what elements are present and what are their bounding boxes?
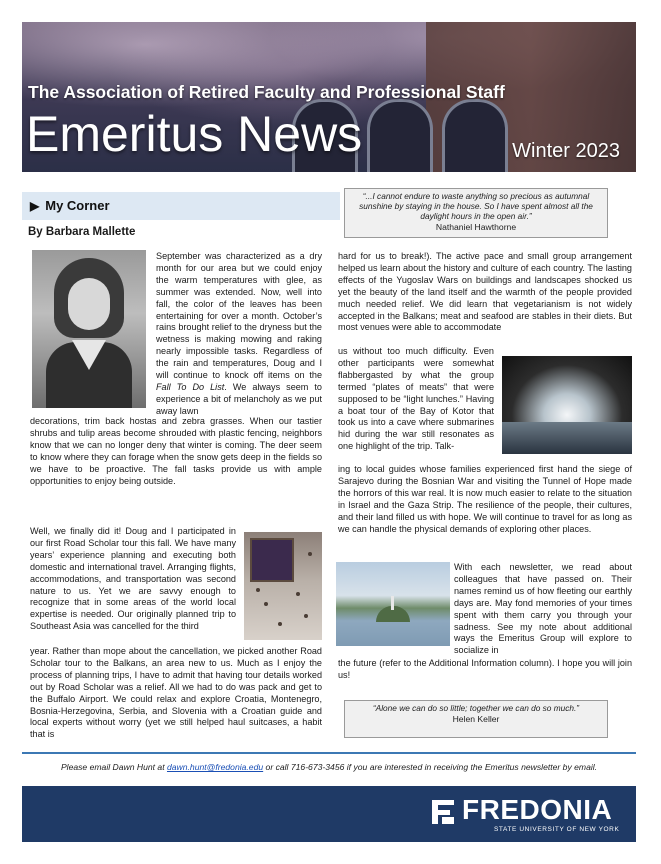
bullet-hole — [278, 622, 282, 626]
quote-box-top — [344, 188, 608, 238]
footer-note-text: Please email Dawn Hunt at — [60, 762, 167, 772]
submarine-cave-photo — [502, 356, 632, 454]
lake-bled-photo — [336, 562, 450, 646]
banner-arch — [442, 99, 508, 172]
footer-note-text: or call 716-673-3456 if you are interested in receiving the Emeritus newsletter by email. — [263, 762, 598, 772]
portrait-face — [68, 278, 110, 330]
bullet-hole — [308, 552, 312, 556]
quote-author: Helen Keller — [452, 714, 500, 724]
bullet-hole — [256, 588, 260, 592]
island-church — [391, 596, 394, 610]
section-heading-label: My Corner — [45, 198, 110, 213]
association-name: The Association of Retired Faculty and Professional Staff — [28, 82, 505, 102]
article-paragraph: us without too much difficulty. Even other participants were somewhat flabbergasted by what the group termed “plates of meats” that were supposed to be “light lunches.” Having a boat tour of the Bay of Kotor that took us into a cave where submarines hid during the war still resonates as one highlight of the trip. Talk- — [338, 346, 494, 452]
quote-text: “Alone we can do so little; together we can do so much.” — [372, 703, 580, 713]
quote-text: “...I cannot endure to waste anything so precious as autumnal sunshine by staying in the house. So I have spent almost all the daylight hours in the open air.” — [359, 191, 593, 221]
banner-arch — [367, 99, 433, 172]
masthead-banner — [22, 22, 636, 172]
article-text: September was characterized as a dry month for our area but we could enjoy the warm temperatures with glee, as summer was extended. Now, well into fall, the color of the leaves has been entertaining for over a month. October’s rains brought relief to the dryness but the wetness is making mowing and raking nearly impossible tasks. Regardless of the rain and temperatures, Doug and I will continue to knock off items on the — [156, 251, 322, 381]
footer-note — [22, 762, 636, 772]
bullet-hole — [296, 592, 300, 596]
article-paragraph — [156, 251, 322, 418]
fredonia-logo-text: FREDONIA — [462, 794, 613, 825]
article-paragraph: the future (refer to the Additional Information column). I hope you will join us! — [338, 658, 632, 680]
byline: By Barbara Mallette — [28, 226, 136, 238]
footer-divider — [22, 752, 636, 754]
quote-author: Nathaniel Hawthorne — [435, 222, 517, 232]
bullet-hole — [264, 602, 268, 606]
article-paragraph: year. Rather than mope about the cancellation, we picked another Road Scholar tour to the Balkans, an area new to us. Much as I enjoy the process of planning trips, I have to admit that having tour details worked out by Road Scholar was a relief. All we had to do was pack and get to the Buffalo Airport. We could relax and explore Croatia, Montenegro, Bosnia-Herzegovina, Serbia, and Slovenia with a Croatian guide and local experts without worry (yet we still helped haul suitcases, a habit that is — [30, 646, 322, 740]
author-portrait-photo — [32, 250, 146, 408]
article-paragraph: ing to local guides whose families experienced first hand the siege of Sarajevo during the Bosnian War and visiting the Tunnel of Hope made the horrors of this war real. It is now much easier to relate to the situation in Israel and the Gaza Strip. The resilience of the people, their cultures, and their land filled us with hope. We will continue to travel for as long as we can handle the physical demands of exploring other places. — [338, 464, 632, 534]
article-paragraph: hard for us to break!). The active pace and small group arrangement helped us learn about the history and culture of each country. The lasting effects of the Yugoslav Wars on buildings and landscapes shocked us yet the beauty of the land itself and the warmth of the people provided much needed relief. We did learn that vegetarianism is not widely accepted in the Balkans; meat and seafood are stables in their diets. But most venues were able to accommodate — [338, 251, 632, 333]
fall-to-do-list: Fall To Do List — [156, 381, 225, 392]
article-paragraph: Well, we finally did it! Doug and I participated in our first Road Scholar tour this fall. We have many years’ experience planning and executing both domestic and international travel. Arranging flights, accommodations, and transportation was second nature to us. Yet we are savvy enough to recognize that in some areas of the world local expertise is needed. Our originally planned trip to Southeast Asia was cancelled for the third — [30, 526, 236, 632]
article-text: . We always seem to experience a bit of melancholy as we put away lawn — [156, 381, 322, 416]
newsletter-title: Emeritus News — [26, 106, 363, 162]
email-link[interactable]: dawn.hunt@fredonia.edu — [166, 762, 264, 772]
article-paragraph: decorations, trim back hostas and zebra grasses. When our tastier shrubs and tulip areas become shrouded with plastic fencing, neighbors know that we can no longer deny that winter is coming. The deer seem to know where they can forage when the snow gets deep in the fields so we have to be proactive. The fall tasks provide us with ample opportunities to enjoy being outside. — [30, 416, 322, 486]
fredonia-logo-icon — [430, 798, 456, 826]
issue-date: Winter 2023 — [512, 140, 620, 162]
quote-box-bottom — [344, 700, 608, 738]
wall-window — [250, 538, 294, 582]
triangle-right-icon: ▶ — [30, 199, 40, 213]
war-damaged-wall-photo — [244, 532, 322, 640]
cave-water — [502, 422, 632, 454]
section-heading — [22, 192, 340, 220]
fredonia-footer-bar — [22, 786, 636, 842]
bullet-hole — [304, 614, 308, 618]
article-paragraph: With each newsletter, we read about colleagues that have passed on. Their names remind us of how fleeting our earthly days are. May fond memories of your times spent with them carry you through your sadness. See my note about additional ways the Emeritus Group will explore to socialize in — [454, 562, 632, 656]
fredonia-logo-subtitle: STATE UNIVERSITY OF NEW YORK — [494, 826, 620, 833]
